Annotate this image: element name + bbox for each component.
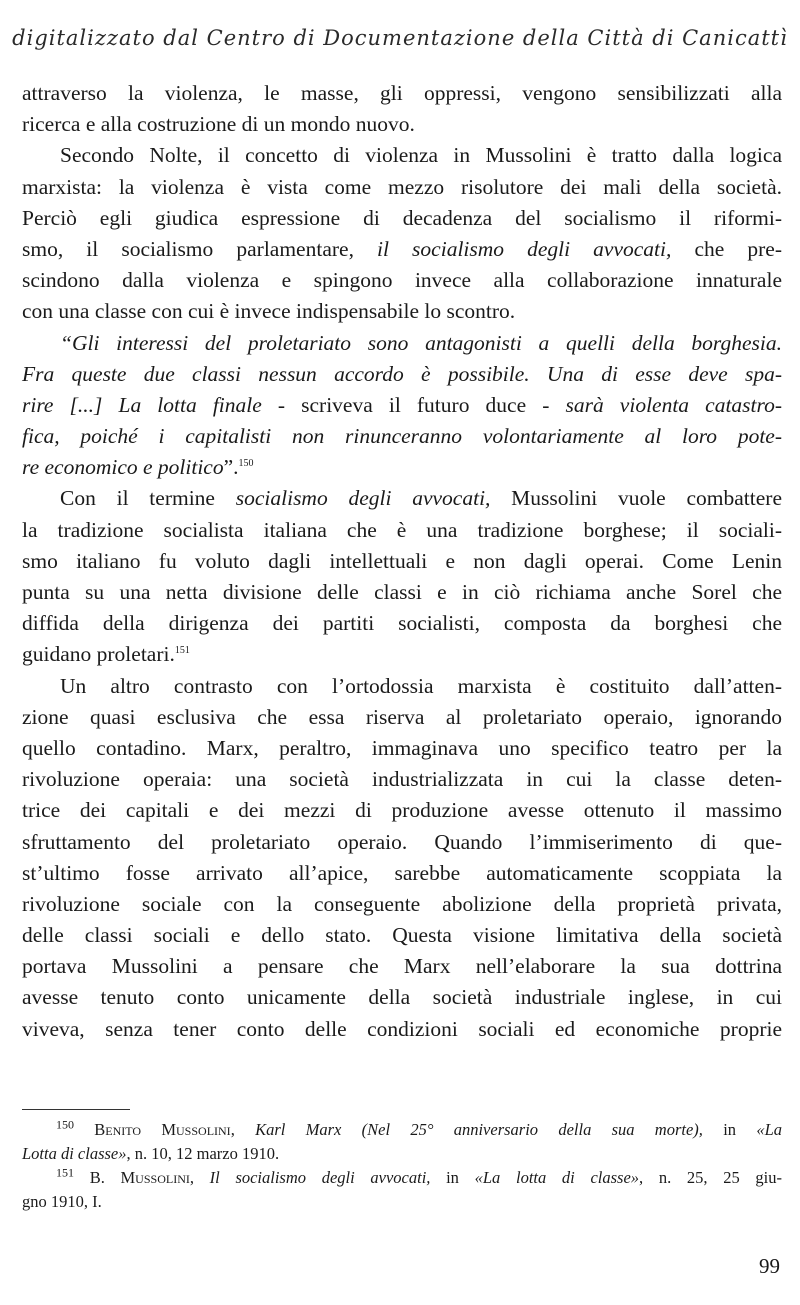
text-line: smo, il socialismo parlamentare, il socialismo degli avvocati, che pre- xyxy=(22,236,782,261)
footnote-151-cont: gno 1910, I. xyxy=(22,1192,102,1211)
quote-line: “Gli interessi del proletariato sono antagonisti a quelli della borghesia. xyxy=(60,330,782,355)
page-number: 99 xyxy=(759,1254,780,1278)
text-line: scindono dalla violenza e spingono invece alla collaborazione innaturale xyxy=(22,268,782,293)
text-line: ricerca e alla costruzione di un mondo nuovo. xyxy=(22,112,415,137)
text-line: Con il termine socialismo degli avvocati, Mussolini vuole combattere xyxy=(60,486,782,511)
quote-line: rire [...] La lotta finale - scriveva il futuro duce - sarà violenta catastro- xyxy=(22,392,782,417)
body-text xyxy=(22,78,782,1045)
digitization-watermark: digitalizzato dal Centro di Documentazione della Città di Canicattì xyxy=(12,26,788,50)
footnote-ref-151: 151 xyxy=(174,645,190,657)
text-line: Un altro contrasto con l’ortodossia marxista è costituito dall’atten- xyxy=(60,673,782,698)
text-line: rivoluzione sociale con la conseguente abolizione della proprietà privata, xyxy=(22,891,782,916)
text-line: rivoluzione operaia: una società industrializzata in cui la classe deten- xyxy=(22,767,782,792)
text-line: Perciò egli giudica espressione di decadenza del socialismo il riformi- xyxy=(22,205,782,230)
text-line: zione quasi esclusiva che essa riserva al proletariato operaio, ignorando xyxy=(22,704,782,729)
footnote-ref-150: 150 xyxy=(238,458,254,470)
text-line: avesse tenuto conto unicamente della società industriale inglese, in cui xyxy=(22,985,782,1010)
text-line: la tradizione socialista italiana che è una tradizione borghese; il sociali- xyxy=(22,517,782,542)
footnote-150: $^{150}$ Benito Mussolini, Karl Marx (Nel 25° anniversario della sua morte), in «La xyxy=(56,1117,783,1139)
text-line: smo italiano fu voluto dagli intellettuali e non dagli operai. Come Lenin xyxy=(22,548,782,573)
quote-line: Fra queste due classi nessun accordo è possibile. Una di esse deve spa- xyxy=(22,361,782,386)
quote-line: re economico e politico”.$^{150}$ xyxy=(22,455,254,480)
quote-line: fica, poiché i capitalisti non rinunceranno volontariamente al loro pote- xyxy=(22,424,782,449)
text-line: con una classe con cui è invece indispensabile lo scontro. xyxy=(22,299,516,324)
text-line: diffida della dirigenza dei partiti socialisti, composta da borghesi che xyxy=(22,611,782,636)
text-line: quello contadino. Marx, peraltro, immaginava uno specifico teatro per la xyxy=(22,735,782,760)
footnotes xyxy=(22,1118,782,1214)
text-line: trice dei capitali e dei mezzi di produzione avesse ottenuto il massimo xyxy=(22,798,782,823)
text-line: marxista: la violenza è vista come mezzo risolutore dei mali della società. xyxy=(22,174,782,199)
text-line: guidano proletari.$^{151}$ xyxy=(22,642,190,667)
text-line: sfruttamento del proletariato operaio. Quando l’immiserimento di que- xyxy=(22,829,782,854)
text-line: attraverso la violenza, le masse, gli oppressi, vengono sensibilizzati alla xyxy=(22,81,782,105)
footnote-divider xyxy=(22,1109,130,1110)
text-line: st’ultimo fosse arrivato all’apice, sarebbe automaticamente scoppiata la xyxy=(22,860,782,885)
text-line: punta su una netta divisione delle classi e in ciò richiama anche Sorel che xyxy=(22,580,782,604)
text-line: viveva, senza tener conto delle condizioni sociali ed economiche proprie xyxy=(22,1016,782,1041)
footnote-150-cont: Lotta di classe», n. 10, 12 marzo 1910. xyxy=(22,1144,280,1163)
text-line: delle classi sociali e dello stato. Questa visione limitativa della società xyxy=(22,923,782,948)
text-line: portava Mussolini a pensare che Marx nell’elaborare la sua dottrina xyxy=(22,954,782,979)
footnote-151: $^{151}$ B. Mussolini, Il socialismo degli avvocati, in «La lotta di classe», n. 25, 25 giu- xyxy=(56,1165,782,1187)
text-line: Secondo Nolte, il concetto di violenza in Mussolini è tratto dalla logica xyxy=(60,143,782,168)
